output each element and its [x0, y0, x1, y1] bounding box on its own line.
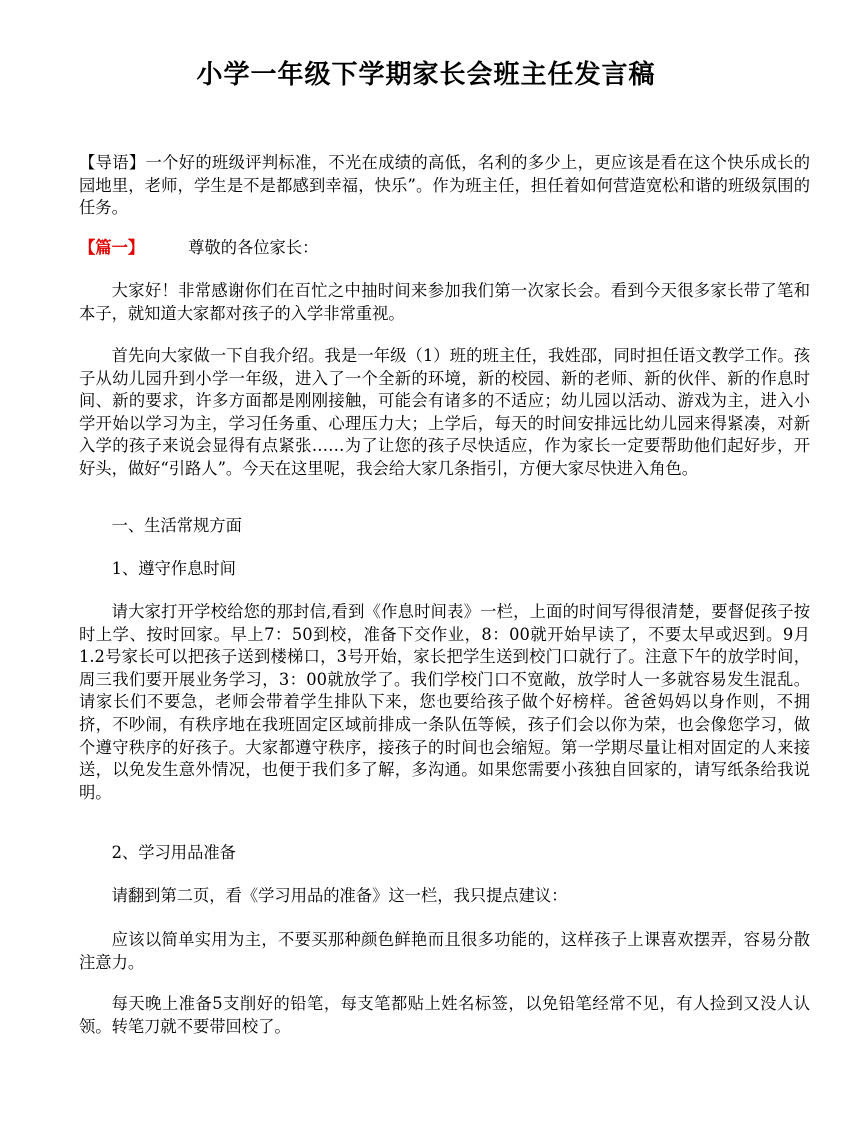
greeting-text: 尊敬的各位家长：: [188, 238, 319, 257]
document-title: 小学一年级下学期家长会班主任发言稿: [196, 60, 656, 90]
paragraph-supplies-simple: 应该以简单实用为主，不要买那种颜色鲜艳而且很多功能的，这样孩子上课喜欢摆弄，容易分散注意力。: [79, 930, 810, 972]
heading-supplies: 2、学习用品准备: [111, 843, 236, 862]
paragraph-supplies-intro: 请翻到第二页，看《学习用品的准备》这一栏，我只提点建议：: [111, 886, 568, 905]
paragraph-pencils: 每天晚上准备5支削好的铅笔，每支笔都贴上姓名标签，以免铅笔经常不见，有人捡到又没人认领。转笔刀就不要带回校了。: [79, 994, 810, 1036]
heading-schedule: 1、遵守作息时间: [111, 559, 236, 578]
paragraph-schedule: 请大家打开学校给您的那封信,看到《作息时间表》一栏，上面的时间写得很清楚，要督促孩子按时上学、按时回家。早上7：50到校，准备下交作业，8：00就开始早读了，不要太早或迟到。9月1.2号家长可以把孩子送到楼梯口，3号开始，家长把学生送到校门口就行了。注意下午的放学时间，周三我们要开展业务学习，3：00就放学了。我们学校门口不宽敞，放学时人一多就容易发生混乱。请家长们不要急，老师会带着学生排队下来，您也要给孩子做个好榜样。爸爸妈妈以身作则，不拥挤，不吵闹，有秩序地在我班固定区域前排成一条队伍等候，孩子们会以你为荣，也会像您学习，做个遵守秩序的好孩子。大家都遵守秩序，接孩子的时间也会缩短。第一学期尽量让相对固定的人来接送，以免发生意外情况，也便于我们多了解，多沟通。如果您需要小孩独自回家的，请写纸条给我说明。: [79, 602, 810, 802]
section-heading-row: [79, 237, 810, 260]
paragraph-introduction: 首先向大家做一下自我介绍。我是一年级（1）班的班主任，我姓邵，同时担任语文教学工作。孩子从幼儿园升到小学一年级，进入了一个全新的环境，新的校园、新的老师、新的伙伴、新的作息时间、新的要求，许多方面都是刚刚接触，可能会有诸多的不适应；幼儿园以活动、游戏为主，进入小学开始以学习为主，学习任务重、心理压力大；上学后，每天的时间安排远比幼儿园来得紧凑，对新入学的孩子来说会显得有点紧张……为了让您的孩子尽快适应，作为家长一定要帮助他们起好步，开好头，做好“引路人”。今天在这里呢，我会给大家几条指引，方便大家尽快进入角色。: [79, 346, 810, 478]
intro-paragraph: 【导语】一个好的班级评判标准，不光在成绩的高低，名利的多少上，更应该是看在这个快乐成长的园地里，老师，学生是不是都感到幸福，快乐”。作为班主任，担任着如何营造宽松和谐的班级氛围的任务。: [79, 153, 810, 218]
heading-life-routine: 一、生活常规方面: [111, 516, 242, 535]
paragraph-welcome: 大家好！非常感谢你们在百忙之中抽时间来参加我们第一次家长会。看到今天很多家长带了笔和本子，就知道大家都对孩子的入学非常重视。: [79, 281, 810, 323]
section-label: 【篇一】: [79, 238, 145, 257]
